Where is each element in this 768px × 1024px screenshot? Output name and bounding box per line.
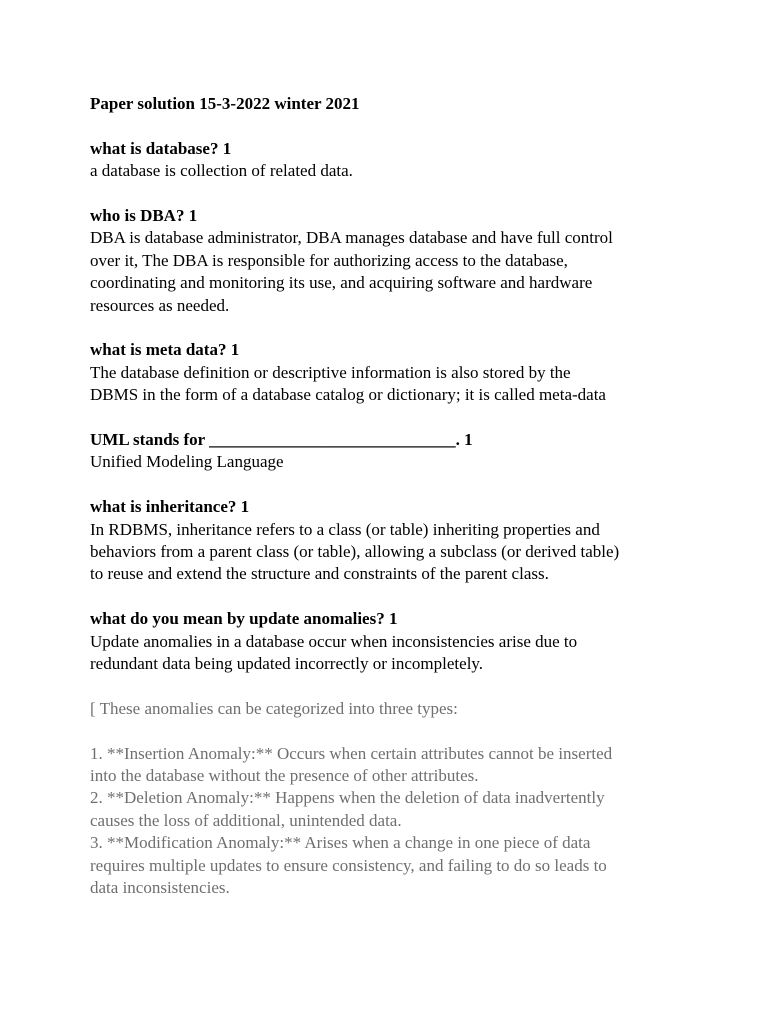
answer-text <box>90 227 690 317</box>
answer-line: a database is collection of related data. <box>90 161 353 181</box>
note-list <box>90 743 690 900</box>
note-line: into the database without the presence of other attributes. <box>90 766 479 786</box>
note-intro: [ These anomalies can be categorized into three types: <box>90 698 458 718</box>
note-line: causes the loss of additional, unintended data. <box>90 810 402 830</box>
anomaly-note <box>90 698 690 900</box>
qa-section <box>90 496 690 586</box>
note-line: 2. **Deletion Anomaly:** Happens when the deletion of data inadvertently <box>90 788 605 808</box>
answer-text <box>90 519 690 586</box>
answer-line: redundant data being updated incorrectly or incompletely. <box>90 654 484 674</box>
question-heading: what is meta data? 1 <box>90 340 240 360</box>
question-heading: what do you mean by update anomalies? 1 <box>90 609 398 629</box>
answer-line: DBMS in the form of a database catalog or dictionary; it is called meta-data <box>90 385 606 405</box>
qa-section <box>90 339 690 406</box>
note-line: requires multiple updates to ensure consistency, and failing to do so leads to <box>90 855 607 875</box>
answer-line: DBA is database administrator, DBA manages database and have full control <box>90 228 613 248</box>
answer-line: Unified Modeling Language <box>90 452 284 472</box>
qa-section <box>90 429 690 474</box>
answer-line: coordinating and monitoring its use, and acquiring software and hardware <box>90 273 593 293</box>
qa-section <box>90 138 690 183</box>
note-line: 3. **Modification Anomaly:** Arises when a change in one piece of data <box>90 833 591 853</box>
answer-text <box>90 631 690 676</box>
document-title: Paper solution 15-3-2022 winter 2021 <box>90 94 360 113</box>
answer-text <box>90 362 690 407</box>
question-heading: what is inheritance? 1 <box>90 497 250 517</box>
answer-line: behaviors from a parent class (or table), allowing a subclass (or derived table) <box>90 542 620 562</box>
answer-text <box>90 160 690 182</box>
answer-text <box>90 451 690 473</box>
question-heading: what is database? 1 <box>90 138 232 158</box>
note-line: data inconsistencies. <box>90 878 230 898</box>
answer-line: The database definition or descriptive information is also stored by the <box>90 362 571 382</box>
qa-section <box>90 608 690 675</box>
answer-line: resources as needed. <box>90 295 230 315</box>
document-body <box>90 93 690 900</box>
answer-line: to reuse and extend the structure and constraints of the parent class. <box>90 564 549 584</box>
question-heading: who is DBA? 1 <box>90 206 198 225</box>
answer-line: over it, The DBA is responsible for authorizing access to the database, <box>90 250 568 270</box>
answer-line: Update anomalies in a database occur when inconsistencies arise due to <box>90 631 578 651</box>
note-line: 1. **Insertion Anomaly:** Occurs when certain attributes cannot be inserted <box>90 743 613 763</box>
question-heading: UML stands for _____________________________. 1 <box>90 430 473 450</box>
qa-section <box>90 205 690 317</box>
answer-line: In RDBMS, inheritance refers to a class (or table) inheriting properties and <box>90 519 600 539</box>
